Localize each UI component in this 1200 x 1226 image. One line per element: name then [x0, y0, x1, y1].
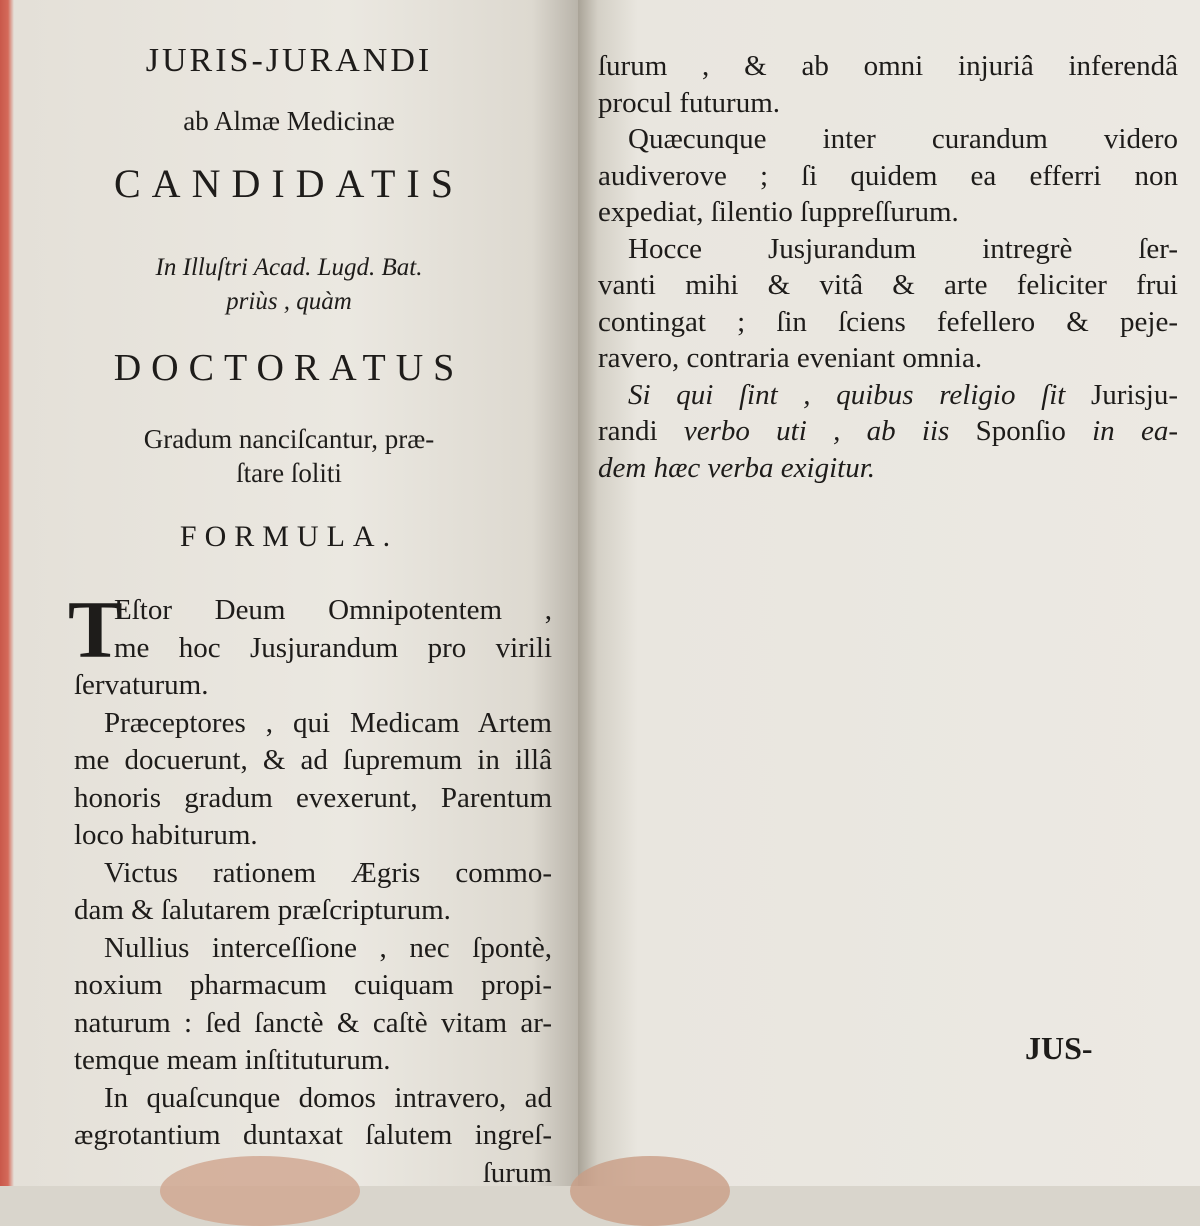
finger: [160, 1156, 360, 1226]
text-line: honoris gradum evexerunt, Parentum: [74, 781, 552, 814]
text-line: noxium pharmacum cuiquam propi-: [74, 969, 552, 1001]
text-line: temque meam inſtituturum.: [74, 1044, 391, 1076]
heading-line: ab Almæ Medicinæ: [183, 106, 395, 136]
heading-line: In Illuſtri Acad. Lugd. Bat.: [155, 254, 423, 281]
heading-line: Gradum nanciſcantur, præ-: [143, 424, 435, 454]
text-line: [598, 377, 1178, 414]
heading-formula: FORMULA.: [179, 520, 399, 553]
text-line: dam & ſalutarem præſcripturum.: [74, 894, 451, 926]
text-line: contingat ; ſin ſciens fefellero & peje-: [598, 305, 1178, 338]
text-line: audiverove ; ſi quidem ea efferri non: [598, 159, 1178, 192]
text-line: Victus rationem Ægris commo-: [104, 856, 552, 889]
text-line: ravero, contraria eveniant omnia.: [598, 342, 983, 374]
text-line: loco habiturum.: [74, 819, 258, 851]
heading-doctoratus: DOCTORATUS: [113, 347, 465, 389]
text-line: me hoc Jusjurandum pro virili: [114, 631, 552, 664]
italic-text: in ea-: [1065, 415, 1178, 447]
heading-juris-jurandi: JURIS-JURANDI: [145, 42, 433, 79]
left-page: [0, 0, 578, 1189]
text-line: vanti mihi & vitâ & arte feliciter frui: [598, 269, 1178, 301]
heading-candidatis: CANDIDATIS: [114, 161, 464, 206]
text-line: [598, 413, 1178, 450]
text-line: ægrotantium duntaxat ſalutem ingreſ-: [74, 1119, 552, 1151]
roman-text: Sponſio: [975, 415, 1066, 447]
text-line: Præceptores , qui Medicam Artem: [104, 706, 552, 739]
text-line: ſurum , & ab omni injuriâ inferendâ: [598, 50, 1178, 82]
text-line: procul futurum.: [598, 86, 781, 119]
catchword: JUS-: [1025, 1030, 1093, 1066]
italic-text: Si qui ſint , quibus religio ſit: [628, 378, 1091, 411]
text-line: naturum : ſed ſanctè & caſtè vitam ar-: [74, 1006, 552, 1039]
heading-line: priùs , quàm: [226, 288, 352, 315]
text-line: expediat, ſilentio ſuppreſſurum.: [598, 196, 959, 228]
text-line: ſurum: [482, 1156, 552, 1189]
text-line: Eſtor Deum Omnipotentem ,: [114, 594, 552, 626]
oath-text-left: [74, 592, 552, 1192]
text-line: dem hæc verba exigitur.: [598, 451, 876, 484]
text-line: Hocce Jusjurandum intregrè ſer-: [628, 232, 1178, 265]
text-line: Nullius interceſſione , nec ſpontè,: [104, 931, 552, 964]
finger: [570, 1156, 730, 1226]
roman-text: randi: [598, 415, 684, 447]
roman-text: Jurisju-: [1091, 378, 1178, 411]
italic-text: verbo uti , ab iis: [683, 415, 976, 447]
text-line: Quæcunque inter curandum videro: [628, 123, 1178, 155]
drop-cap: T: [68, 584, 123, 675]
text-line: ſervaturum.: [74, 669, 209, 701]
text-line: In quaſcunque domos intravero, ad: [104, 1081, 552, 1114]
oath-text-right: [598, 48, 1178, 486]
text-line: me docuerunt, & ad ſupremum in illâ: [74, 744, 552, 776]
heading-line: ſtare ſoliti: [236, 458, 342, 488]
